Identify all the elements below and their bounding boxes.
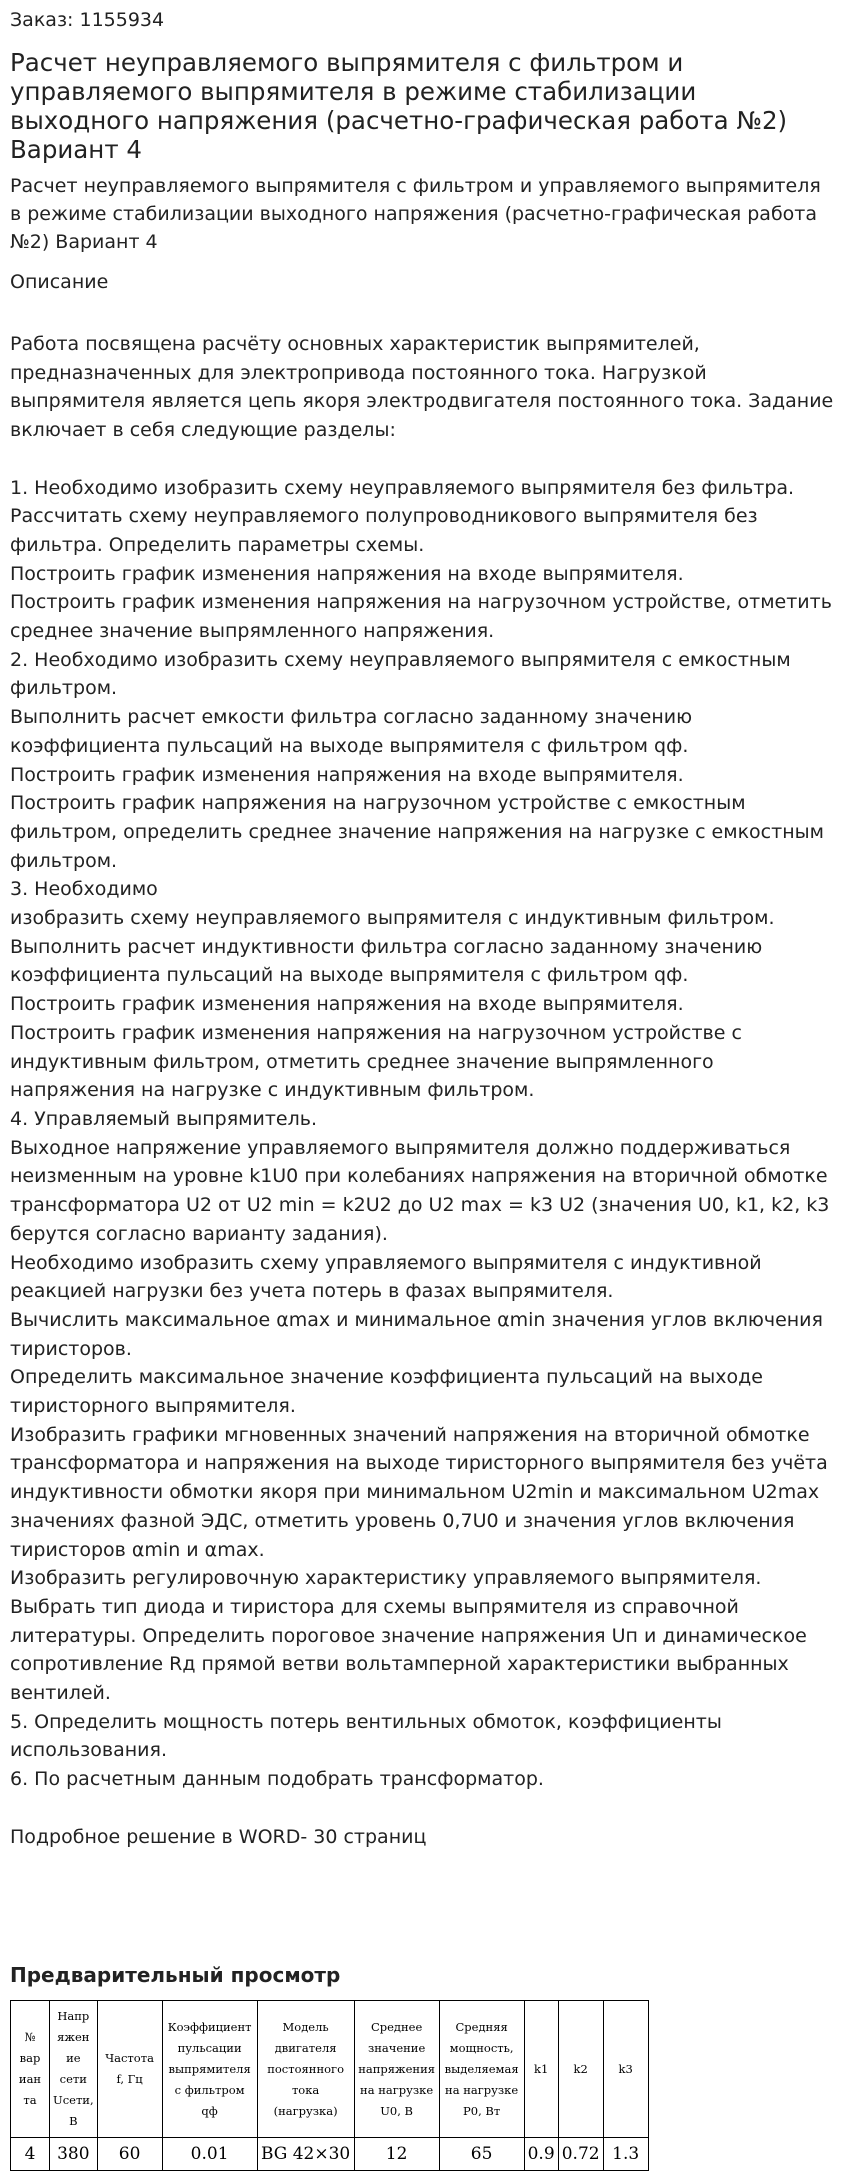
page-subtitle: Расчет неуправляемого выпрямителя с фильтром и управляемого выпрямителя в режиме стабилизации выходного напряжения (расчетно-графическая работа №2) Вариант 4 [10, 175, 821, 253]
header-k1: k1 [524, 2001, 558, 2138]
cell-variant: 4 [11, 2138, 50, 2171]
cell-ripple-coefficient: 0.01 [162, 2138, 257, 2171]
preview-table-header-row [11, 2001, 649, 2138]
cell-motor-model: BG 42×30 [257, 2138, 354, 2171]
header-network-voltage: Напр яжен ие сети Uсети, В [50, 2001, 98, 2138]
header-k2: k2 [558, 2001, 603, 2138]
description-label: Описание [10, 271, 109, 293]
header-average-voltage: Среднее значение напряжения на нагрузке U0, В [354, 2001, 439, 2138]
header-frequency: Частота f, Гц [97, 2001, 162, 2138]
cell-average-voltage: 12 [354, 2138, 439, 2171]
cell-frequency: 60 [97, 2138, 162, 2171]
header-variant: № вар иан та [11, 2001, 50, 2138]
header-ripple-coefficient: Коэффициент пульсации выпрямителя с фильтром qф [162, 2001, 257, 2138]
cell-average-power: 65 [439, 2138, 524, 2171]
header-average-power: Средняя мощность, выделяемая на нагрузке P0, Вт [439, 2001, 524, 2138]
header-motor-model: Модель двигателя постоянного тока (нагрузка) [257, 2001, 354, 2138]
preview-table [10, 2000, 649, 2171]
cell-network-voltage: 380 [50, 2138, 98, 2171]
description-text: Работа посвящена расчёту основных характеристик выпрямителей, предназначенных для электропривода постоянного тока. Нагрузкой выпрямителя является цепь якоря электродвигателя постоянного тока. Задание включает в себя следующие разделы: 1. Необходимо изобразить схему неуправляемого выпрямителя без фильтра. Рассчитать схему неуправляемого полупроводникового выпрямителя без фильтра. Определить параметры схемы. Построить график изменения напряжения на входе выпрямителя. Построить график изменения напряжения на нагрузочном устройстве, отметить среднее значение выпрямленного напряжения. 2. Необходимо изобразить схему неуправляемого выпрямителя с емкостным фильтром. Выполнить расчет емкости фильтра согласно заданному значению коэффициента пульсаций на выходе выпрямителя с фильтром qф. Построить график изменения напряжения на входе выпрямителя. Построить график напряжения на нагрузочном устройстве с емкостным фильтром, определить среднее значение напряжения на нагрузке с емкостным фильтром. 3. Необходимо изобразить схему неуправляемого выпрямителя с индуктивным фильтром. Выполнить расчет индуктивности фильтра согласно заданному значению коэффициента пульсаций на выходе выпрямителя с фильтром qф. Построить график изменения напряжения на входе выпрямителя. Построить график изменения напряжения на нагрузочном устройстве с индуктивным фильтром, отметить среднее значение выпрямленного напряжения на нагрузке с индуктивным фильтром. 4. Управляемый выпрямитель. Выходное напряжение управляемого выпрямителя должно поддерживаться неизменным на уровне k1U0 при колебаниях напряжения на вторичной обмотке трансформатора U2 от U2 min = k2U2 до U2 max = k3 U2 (значения U0, k1, k2, k3 берутся согласно варианту задания). Необходимо изобразить схему управляемого выпрямителя с индуктивной реакцией нагрузки без учета потерь в фазах выпрямителя. Вычислить максимальное αmax и минимальное αmin значения углов включения тиристоров. Определить максимальное значение коэффициента пульсаций на выходе тиристорного выпрямителя. Изобразить графики мгновенных значений напряжения на вторичной обмотке трансформатора и напряжения на выходе тиристорного выпрямителя без учёта индуктивности обмотки якоря при минимальном U2min и максимальном U2max значениях фазной ЭДС, отметить уровень 0,7U0 и значения углов включения тиристоров αmin и αmax. Изобразить регулировочную характеристику управляемого выпрямителя. Выбрать тип диода и тиристора для схемы выпрямителя из справочной литературы. Определить пороговое значение напряжения Uп и динамическое сопротивление Rд прямой ветви вольтамперной характеристики выбранных вентилей. 5. Определить мощность потерь вентильных обмоток, коэффициенты использования. 6. По расчетным данным подобрать трансформатор. Подробное решение в WORD- 30 страниц [10, 333, 834, 1848]
cell-k3: 1.3 [603, 2138, 648, 2171]
preview-heading: Предварительный просмотр [10, 1963, 341, 1987]
order-number: Заказ: 1155934 [10, 9, 165, 31]
table-row [11, 2138, 649, 2171]
cell-k1: 0.9 [524, 2138, 558, 2171]
page-title: Расчет неуправляемого выпрямителя с фильтром и управляемого выпрямителя в режиме стабилизации выходного напряжения (расчетно-графическая работа №2) Вариант 4 [10, 48, 788, 164]
header-k3: k3 [603, 2001, 648, 2138]
cell-k2: 0.72 [558, 2138, 603, 2171]
